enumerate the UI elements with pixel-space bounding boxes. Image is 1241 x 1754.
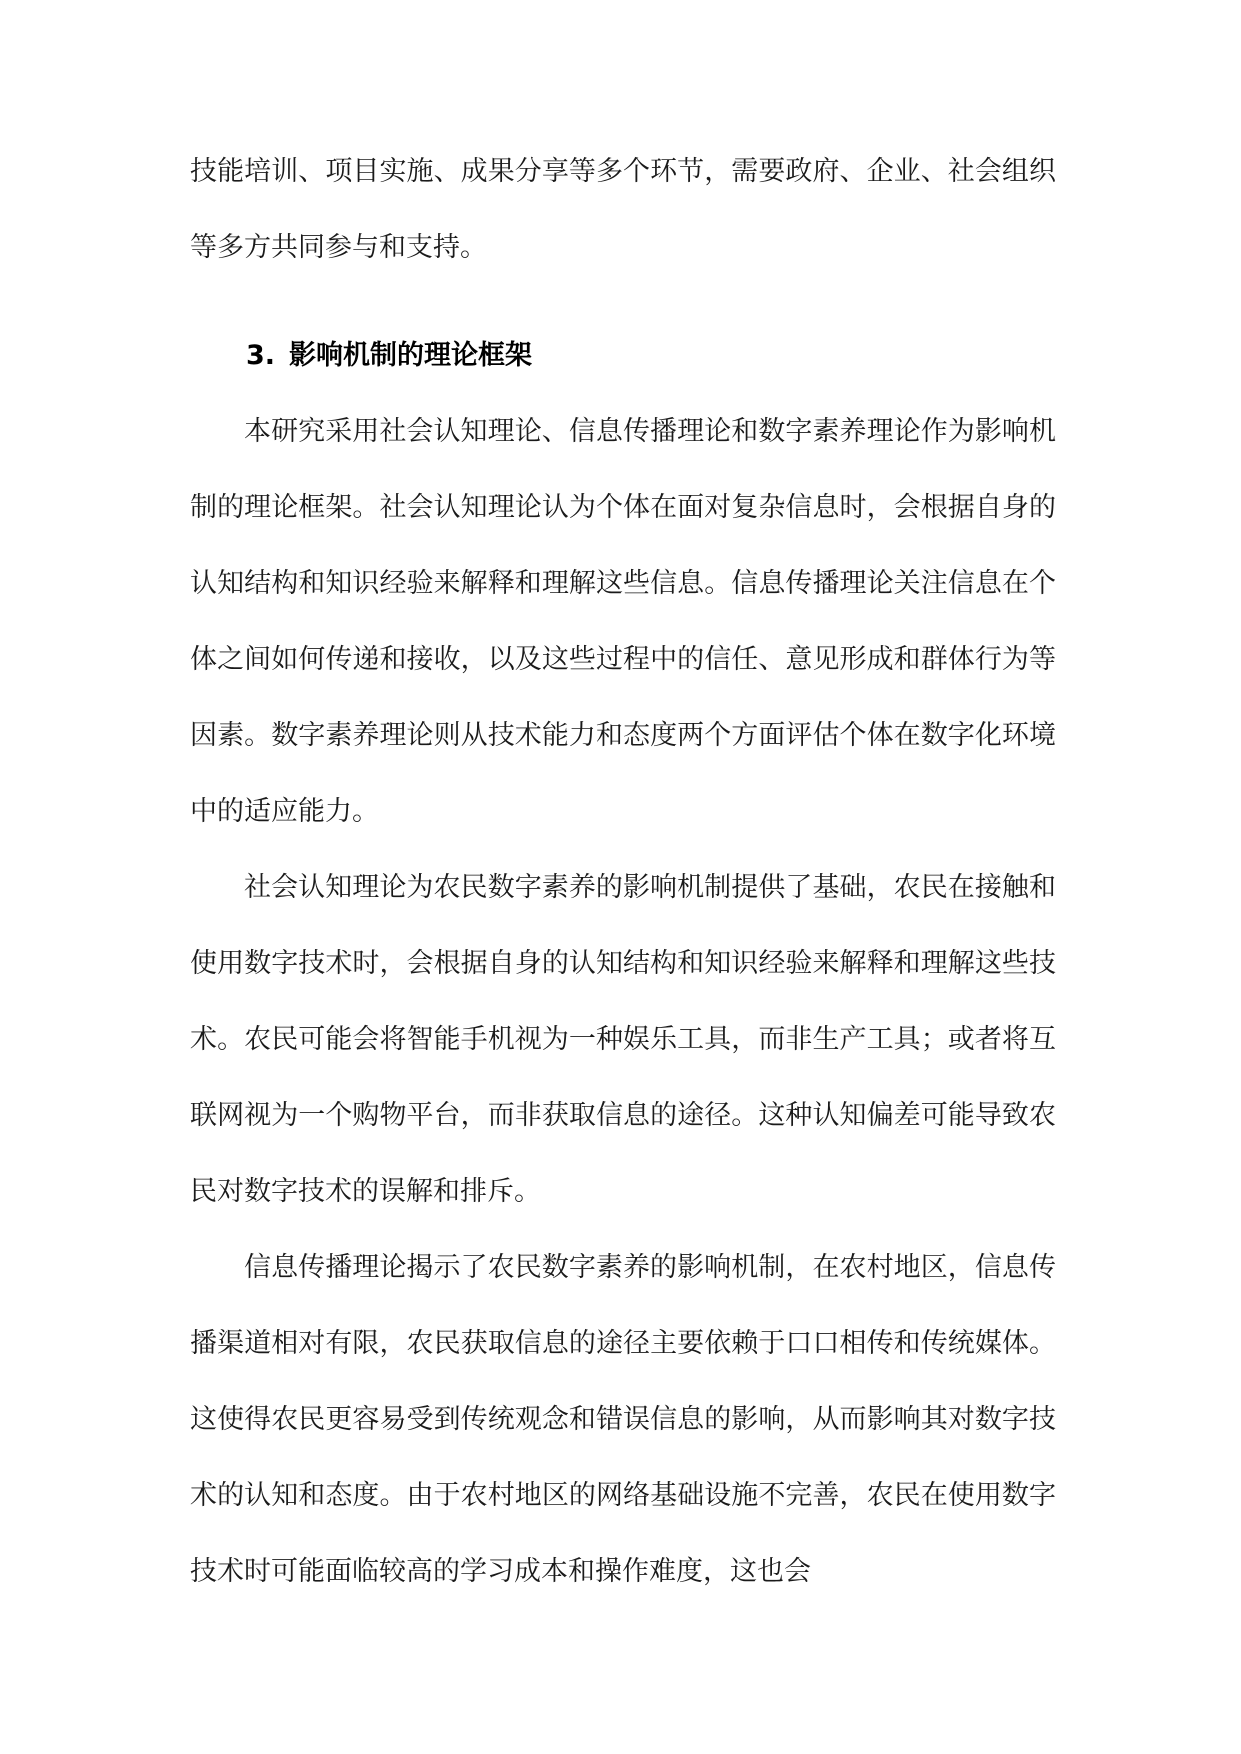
continued-paragraph: 技能培训、项目实施、成果分享等多个环节，需要政府、企业、社会组织等多方共同参与和支持。 (190, 156, 1056, 263)
paragraph-1: 本研究采用社会认知理论、信息传播理论和数字素养理论作为影响机制的理论框架。社会认知理论认为个体在面对复杂信息时，会根据自身的认知结构和知识经验来解释和理解这些信息。信息传播理论关注信息在个体之间如何传递和接收，以及这些过程中的信任、意见形成和群体行为等因素。数字素养理论则从技术能力和态度两个方面评估个体在数字化环境中的适应能力。 (190, 416, 1056, 827)
section-title: 影响机制的理论框架 (289, 340, 533, 371)
paragraph-3: 信息传播理论揭示了农民数字素养的影响机制，在农村地区，信息传播渠道相对有限，农民获取信息的途径主要依赖于口口相传和传统媒体。这使得农民更容易受到传统观念和错误信息的影响，从而影响其对数字技术的认知和态度。由于农村地区的网络基础设施不完善，农民在使用数字技术时可能面临较高的学习成本和操作难度，这也会 (190, 1252, 1056, 1587)
paragraph-2: 社会认知理论为农民数字素养的影响机制提供了基础，农民在接触和使用数字技术时，会根据自身的认知结构和知识经验来解释和理解这些技术。农民可能会将智能手机视为一种娱乐工具，而非生产工具；或者将互联网视为一个购物平台，而非获取信息的途径。这种认知偏差可能导致农民对数字技术的误解和排斥。 (190, 872, 1056, 1207)
section-heading (246, 318, 532, 394)
section-number: 3. (246, 340, 276, 371)
body-text (190, 394, 1056, 1610)
